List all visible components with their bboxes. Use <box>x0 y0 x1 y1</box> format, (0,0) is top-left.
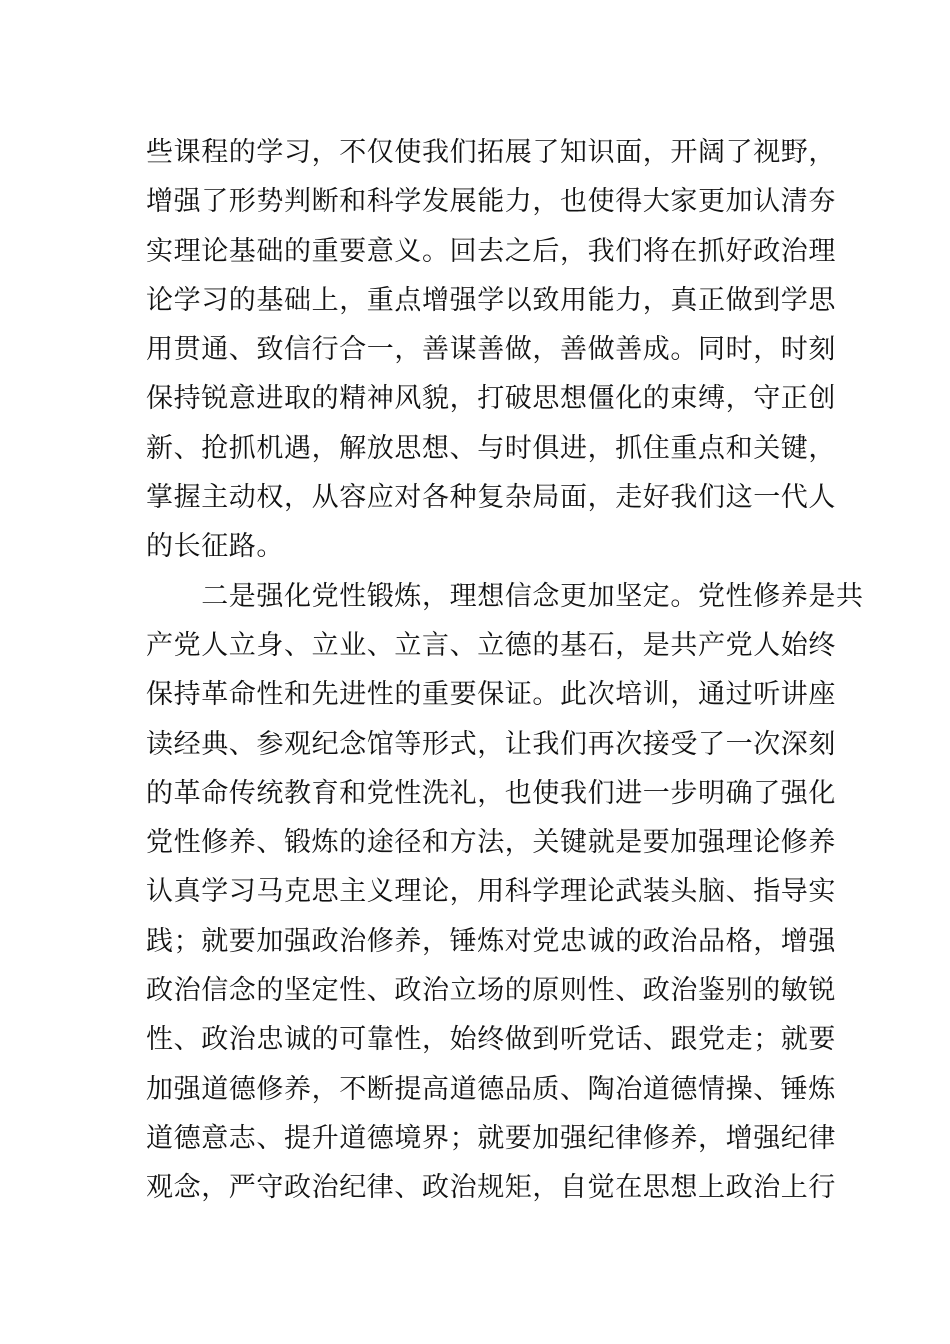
text-line-21: 道德意志、提升道德境界；就要加强纪律修养，增强纪律 <box>146 1122 836 1154</box>
body-text <box>146 128 864 1213</box>
text-line-12: 保持革命性和先进性的重要保证。此次培训，通过听讲座 <box>146 679 836 711</box>
text-line-10: 二是强化党性锻炼，理想信念更加坚定。党性修养是共 <box>146 580 864 612</box>
text-line-4: 论学习的基础上，重点增强学以致用能力，真正做到学思 <box>146 284 836 316</box>
text-line-11: 产党人立身、立业、立言、立德的基石，是共产党人始终 <box>146 629 836 661</box>
text-line-3: 实理论基础的重要意义。回去之后，我们将在抓好政治理 <box>146 235 836 267</box>
text-line-18: 政治信念的坚定性、政治立场的原则性、政治鉴别的敏锐 <box>146 975 836 1007</box>
text-line-6: 保持锐意进取的精神风貌，打破思想僵化的束缚，守正创 <box>146 383 836 415</box>
text-line-5: 用贯通、致信行合一，善谋善做，善做善成。同时，时刻 <box>146 334 836 366</box>
text-line-7: 新、抢抓机遇，解放思想、与时俱进，抓住重点和关键， <box>146 432 836 464</box>
text-line-1: 些课程的学习，不仅使我们拓展了知识面，开阔了视野， <box>146 137 836 168</box>
text-line-17: 践；就要加强政治修养，锤炼对党忠诚的政治品格，增强 <box>146 925 836 957</box>
text-line-14: 的革命传统教育和党性洗礼，也使我们进一步明确了强化 <box>146 777 836 809</box>
text-line-9: 的长征路。 <box>146 531 284 563</box>
text-line-2: 增强了形势判断和科学发展能力，也使得大家更加认清夯 <box>146 186 836 218</box>
text-line-13: 读经典、参观纪念馆等形式，让我们再次接受了一次深刻 <box>146 728 836 760</box>
text-line-8: 掌握主动权，从容应对各种复杂局面，走好我们这一代人 <box>146 482 836 514</box>
text-line-19: 性、政治忠诚的可靠性，始终做到听党话、跟党走；就要 <box>146 1024 836 1056</box>
text-line-22: 观念，严守政治纪律、政治规矩，自觉在思想上政治上行 <box>146 1172 836 1204</box>
text-line-16: 认真学习马克思主义理论，用科学理论武装头脑、指导实 <box>146 876 836 908</box>
text-line-20: 加强道德修养，不断提高道德品质、陶冶道德情操、锤炼 <box>146 1073 836 1105</box>
text-line-15: 党性修养、锻炼的途径和方法，关键就是要加强理论修养 <box>146 827 836 859</box>
